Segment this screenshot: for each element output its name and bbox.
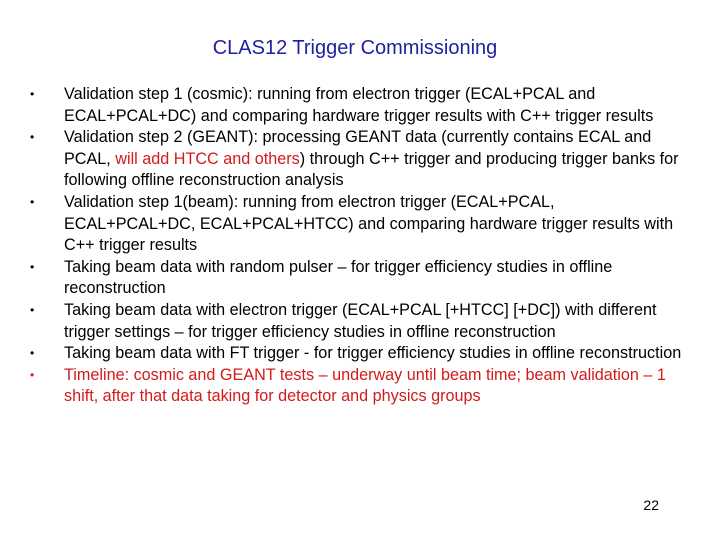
bullet-dot-icon: • [30, 130, 35, 145]
bullet-item-random-pulser [30, 257, 690, 300]
bullet-highlight-text: will add HTCC and others [115, 149, 300, 168]
bullet-dot-icon: • [30, 87, 35, 101]
bullet-text: Taking beam data with FT trigger - for trigger efficiency studies in offline reconstruction [64, 344, 682, 363]
bullet-item-electron-trigger [30, 300, 690, 343]
bullet-text: Validation step 1 (cosmic): running from electron trigger (ECAL+PCAL and ECAL+PCAL+DC) and comparing hardware trigger results with C++ trigger results [64, 85, 654, 125]
bullet-item-ft-trigger [30, 343, 690, 365]
bullet-item-validation-beam [30, 192, 690, 257]
bullet-text: Timeline: cosmic and GEANT tests – underway until beam time; beam validation – 1 shift, after that data taking for detector and physics groups [64, 365, 666, 406]
bullet-text-after: ) through C++ trigger and producing trigger banks for following offline reconstruction analysis [64, 149, 679, 190]
slide-title: CLAS12 Trigger Commissioning [212, 37, 498, 59]
bullet-dot-icon: • [30, 259, 35, 274]
bullet-text: Taking beam data with random pulser – for trigger efficiency studies in offline reconstruction [64, 257, 613, 298]
page-number: 22 [643, 497, 659, 513]
bullet-list [30, 84, 690, 408]
bullet-text-before: Validation step 2 (GEANT): processing GEANT data (currently contains ECAL and PCAL, [64, 128, 652, 168]
bullet-item-timeline [30, 365, 690, 408]
bullet-text: Validation step 1(beam): running from electron trigger (ECAL+PCAL, ECAL+PCAL+DC, ECAL+PCAL+HTCC) and comparing hardware trigger results with C++ trigger results [64, 192, 674, 255]
bullet-text: Taking beam data with electron trigger (ECAL+PCAL [+HTCC] [+DC]) with different trigger settings – for trigger efficiency studies in offline reconstruction [64, 300, 657, 341]
bullet-item-validation-geant [30, 127, 690, 192]
bullet-dot-icon: • [30, 302, 35, 317]
bullet-dot-icon: • [30, 194, 35, 209]
bullet-dot-icon: • [30, 346, 35, 361]
bullet-item-validation-cosmic [30, 84, 690, 127]
bullet-dot-icon: • [30, 367, 35, 382]
